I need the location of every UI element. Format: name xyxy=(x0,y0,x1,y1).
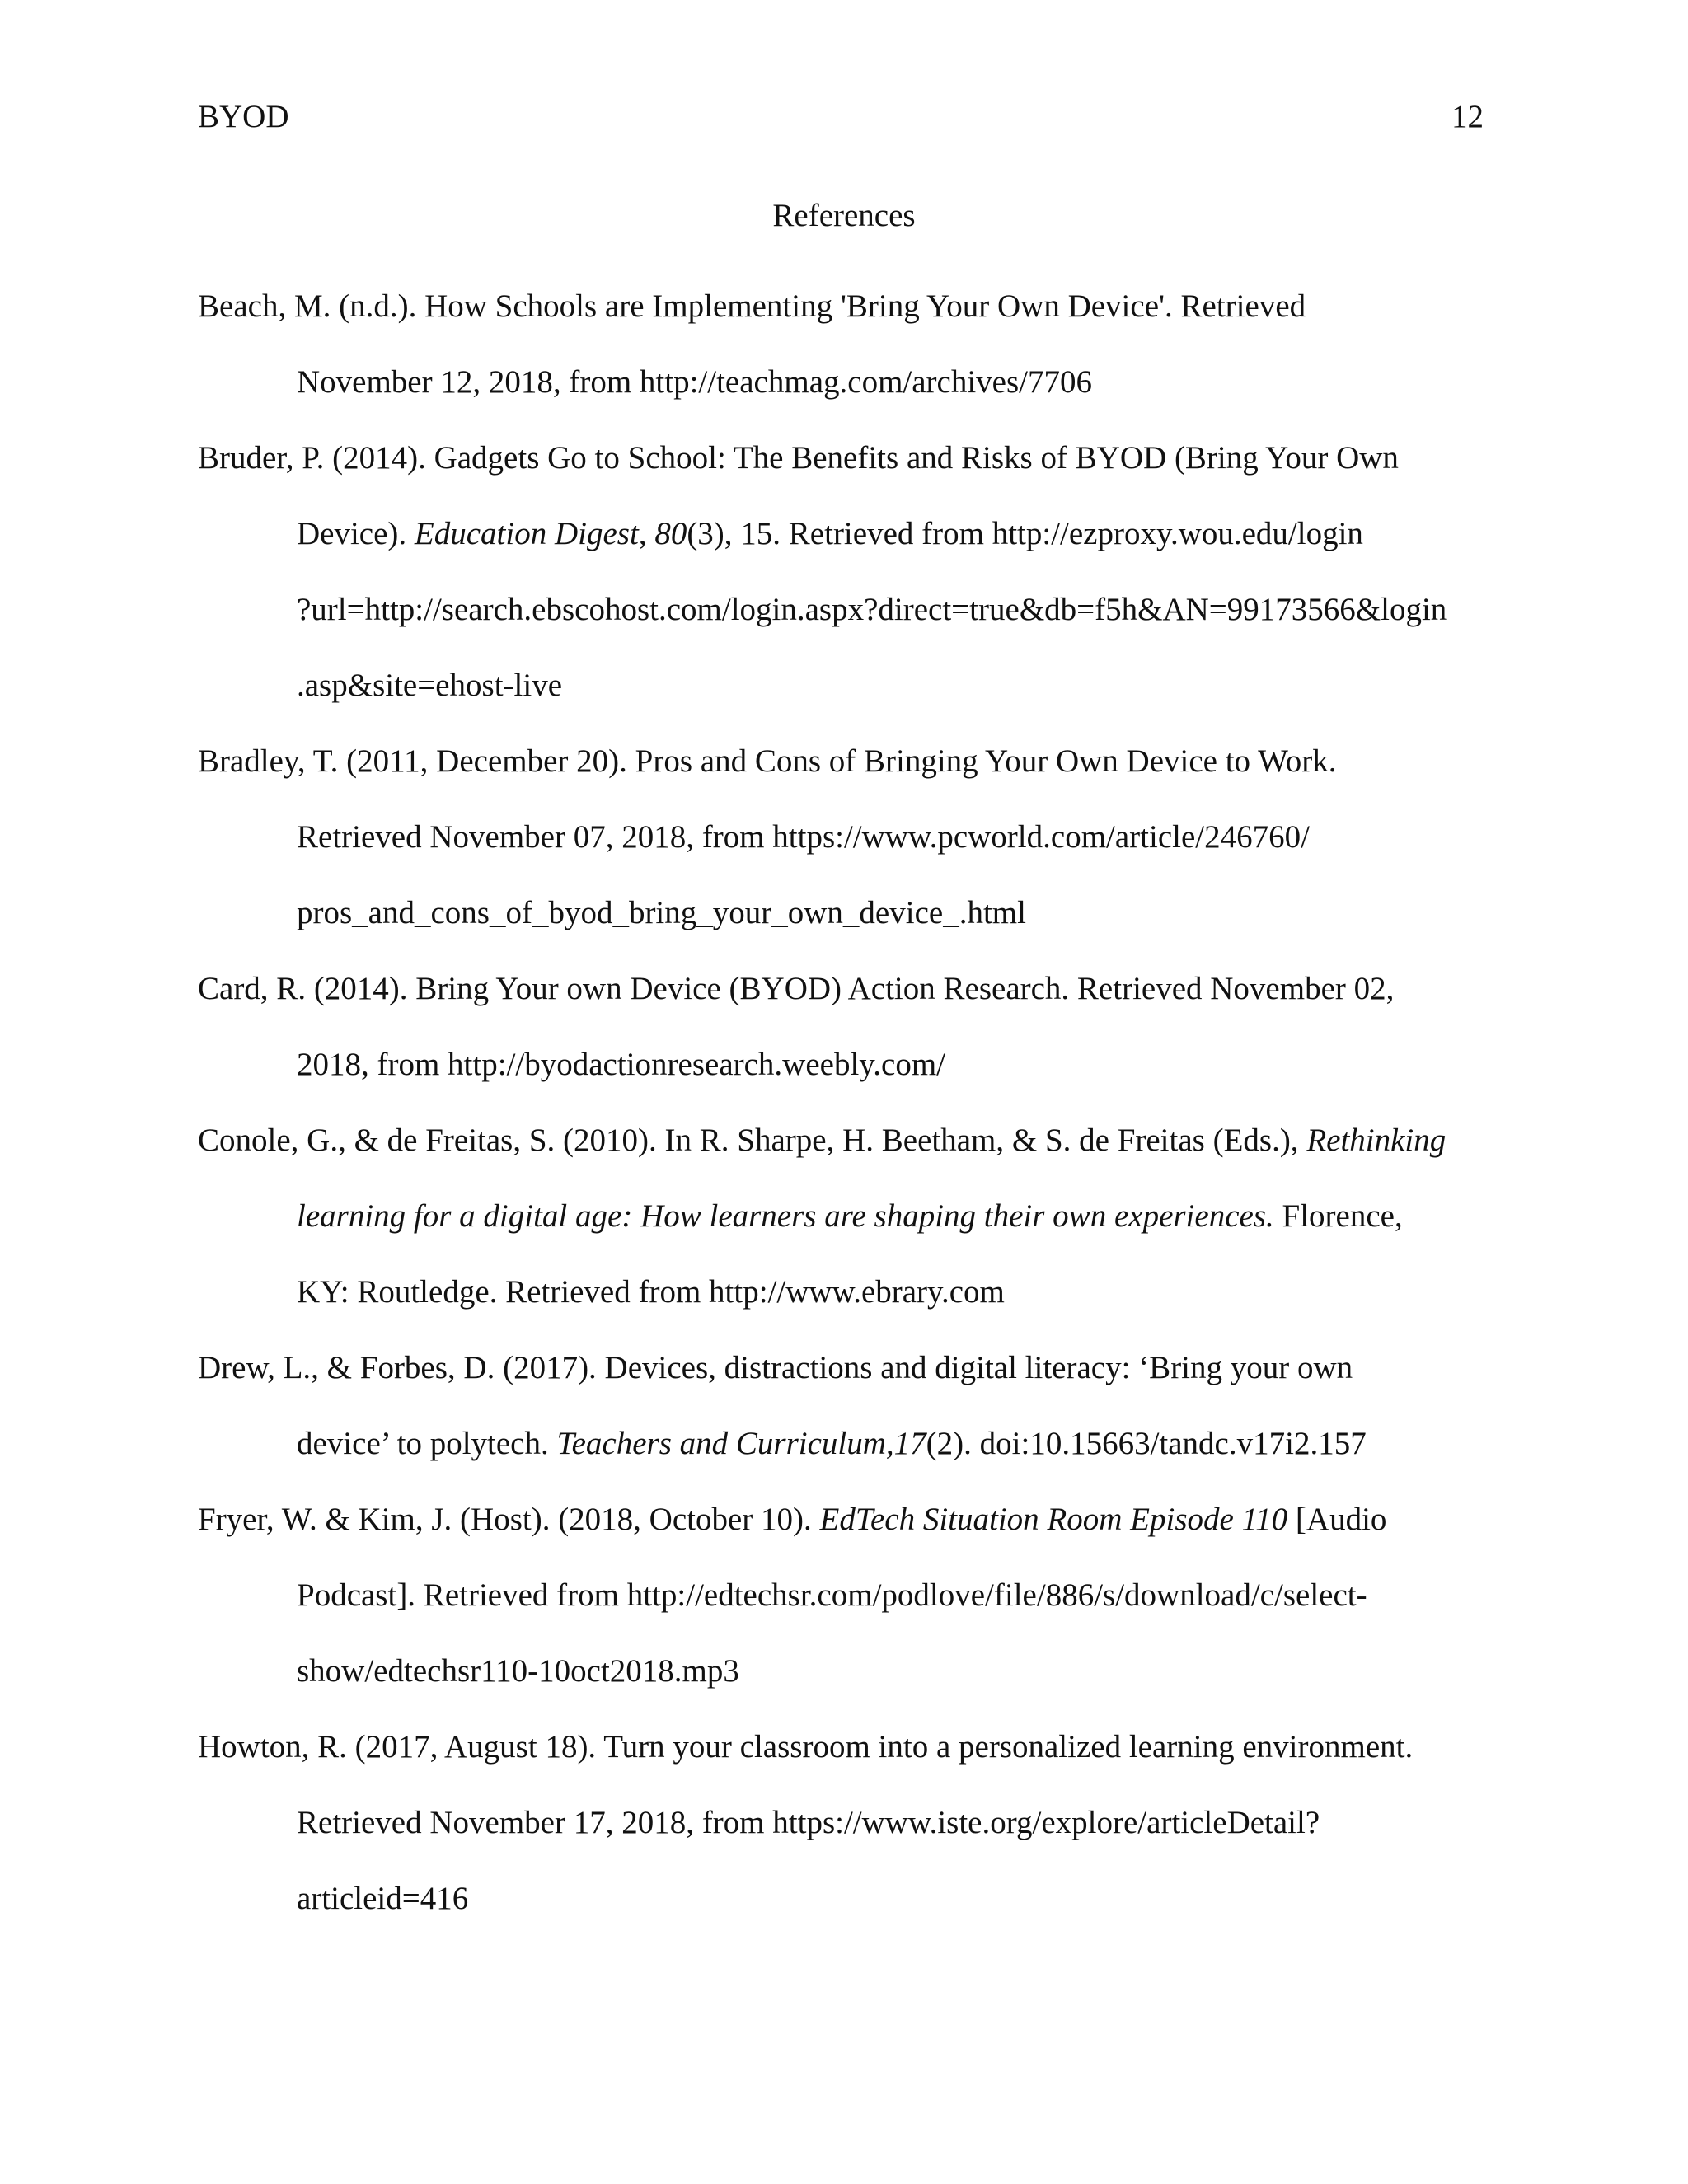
reference-entry xyxy=(198,1330,1500,1482)
reference-first-line xyxy=(198,1103,1500,1179)
reference-entry xyxy=(198,1482,1500,1709)
reference-text: 2018, from http://byodactionresearch.weebly.com/ xyxy=(297,1047,945,1082)
reference-continuation-line xyxy=(198,496,1500,572)
reference-text: Device). xyxy=(297,516,415,551)
reference-continuation-line xyxy=(198,572,1500,648)
reference-entry xyxy=(198,269,1500,420)
reference-text: Florence, xyxy=(1273,1198,1403,1234)
reference-continuation-line xyxy=(198,1558,1500,1633)
reference-text: Retrieved November 17, 2018, from https://www.iste.org/explore/articleDetail? xyxy=(297,1805,1320,1840)
reference-continuation-line xyxy=(198,1633,1500,1709)
reference-continuation-line xyxy=(198,875,1500,951)
reference-text: Conole, G., & de Freitas, S. (2010). In R. Sharpe, H. Beetham, & S. de Freitas (Eds.), xyxy=(198,1122,1307,1158)
reference-list xyxy=(198,269,1500,1937)
reference-entry xyxy=(198,420,1500,724)
reference-text: pros_and_cons_of_byod_bring_your_own_device_.html xyxy=(297,895,1026,930)
reference-text: Podcast]. Retrieved from http://edtechsr.com/podlove/file/886/s/download/c/select- xyxy=(297,1577,1367,1613)
reference-italic-text: Education Digest xyxy=(414,516,639,551)
reference-italic-text: 80 xyxy=(654,516,687,551)
reference-continuation-line xyxy=(198,1406,1500,1482)
reference-text: (3), 15. Retrieved from http://ezproxy.wou.edu/login xyxy=(687,516,1363,551)
reference-continuation-line xyxy=(198,648,1500,724)
reference-text: Card, R. (2014). Bring Your own Device (BYOD) Action Research. Retrieved November 02, xyxy=(198,971,1395,1006)
reference-text: Howton, R. (2017, August 18). Turn your classroom into a personalized learning environment. xyxy=(198,1729,1414,1765)
reference-text: , xyxy=(638,516,655,551)
reference-italic-text: EdTech Situation Room Episode 110 xyxy=(819,1502,1288,1537)
reference-continuation-line xyxy=(198,1785,1500,1861)
reference-text: KY: Routledge. Retrieved from http://www.ebrary.com xyxy=(297,1274,1005,1310)
references-heading: References xyxy=(772,198,916,233)
reference-first-line xyxy=(198,951,1500,1027)
reference-continuation-line xyxy=(198,344,1500,420)
reference-text: Bruder, P. (2014). Gadgets Go to School: The Benefits and Risks of BYOD (Bring Your Own xyxy=(198,440,1399,476)
page-number: 12 xyxy=(1451,99,1484,134)
reference-text: Retrieved November 07, 2018, from https://www.pcworld.com/article/246760/ xyxy=(297,819,1310,855)
reference-first-line xyxy=(198,1330,1500,1406)
reference-entry xyxy=(198,1709,1500,1937)
reference-text: November 12, 2018, from http://teachmag.com/archives/7706 xyxy=(297,364,1093,400)
reference-first-line xyxy=(198,724,1500,799)
reference-italic-text: learning for a digital age: How learners are shaping their own experiences. xyxy=(297,1198,1274,1234)
reference-text: Beach, M. (n.d.). How Schools are Implementing 'Bring Your Own Device'. Retrieved xyxy=(198,288,1306,324)
reference-text: ?url=http://search.ebscohost.com/login.aspx?direct=true&db=f5h&AN=99173566&login xyxy=(297,592,1447,627)
reference-entry xyxy=(198,1103,1500,1330)
reference-text: articleid=416 xyxy=(297,1881,469,1916)
reference-entry xyxy=(198,724,1500,951)
reference-text: Bradley, T. (2011, December 20). Pros and Cons of Bringing Your Own Device to Work. xyxy=(198,743,1337,779)
reference-text: [Audio xyxy=(1287,1502,1387,1537)
reference-entry xyxy=(198,951,1500,1103)
reference-first-line xyxy=(198,269,1500,344)
reference-text: Drew, L., & Forbes, D. (2017). Devices, distractions and digital literacy: ‘Bring your own xyxy=(198,1350,1353,1385)
reference-continuation-line xyxy=(198,1179,1500,1254)
running-head: BYOD xyxy=(198,99,289,134)
reference-first-line xyxy=(198,420,1500,496)
reference-text: Fryer, W. & Kim, J. (Host). (2018, October 10). xyxy=(198,1502,820,1537)
reference-continuation-line xyxy=(198,1027,1500,1103)
reference-text: device’ to polytech. xyxy=(297,1426,557,1461)
reference-text: show/edtechsr110-10oct2018.mp3 xyxy=(297,1653,739,1689)
reference-continuation-line xyxy=(198,1861,1500,1937)
reference-continuation-line xyxy=(198,799,1500,875)
reference-first-line xyxy=(198,1482,1500,1558)
reference-continuation-line xyxy=(198,1254,1500,1330)
reference-text: .asp&site=ehost-live xyxy=(297,668,563,703)
reference-italic-text: Rethinking xyxy=(1306,1122,1447,1158)
reference-italic-text: Teachers and Curriculum,17 xyxy=(556,1426,926,1461)
reference-first-line xyxy=(198,1709,1500,1785)
reference-text: (2). doi:10.15663/tandc.v17i2.157 xyxy=(926,1426,1367,1461)
